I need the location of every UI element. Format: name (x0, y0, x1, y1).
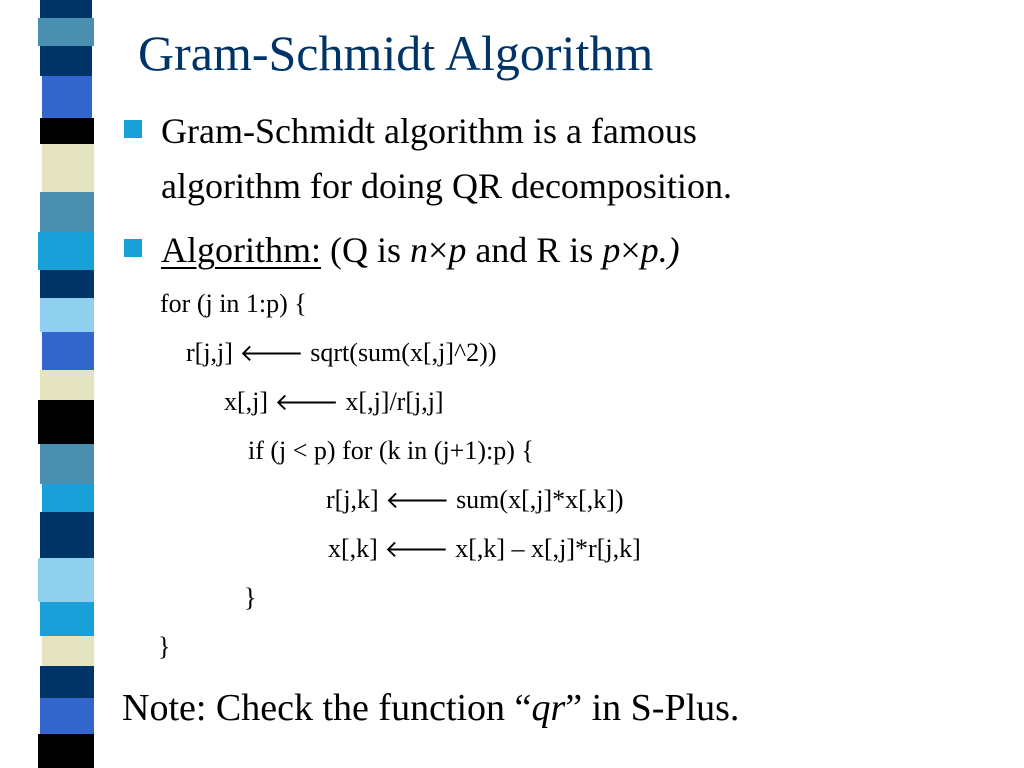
square-bullet-icon (124, 239, 142, 257)
code-line (328, 533, 641, 565)
stripe-band-segment (38, 558, 94, 602)
stripe-band-segment (42, 484, 94, 512)
stripe-band-segment (42, 76, 92, 118)
stripe-band-segment (38, 734, 94, 768)
code-line: if (j < p) for (k in (j+1):p) { (248, 436, 534, 465)
stripe-band-segment (40, 192, 94, 232)
var-p: p (602, 230, 621, 270)
stripe-band-segment (38, 232, 94, 270)
left-arrow-icon: 🡐 (239, 339, 304, 367)
stripe-band-segment (40, 698, 94, 734)
stripe-band-segment (40, 370, 94, 400)
stripe-band-segment (38, 400, 94, 444)
stripe-band-segment (38, 18, 94, 46)
bullet-line: algorithm for doing QR decomposition. (161, 166, 732, 206)
code-line (326, 484, 624, 516)
times-symbol: × (428, 230, 449, 270)
code-lhs: x[,j] (224, 387, 269, 416)
note-suffix: ” in S-Plus. (565, 687, 740, 729)
bullet-text (161, 104, 921, 214)
algorithm-label: Algorithm: (161, 230, 321, 270)
dimension-text: (Q is (330, 230, 401, 270)
code-line: for (j in 1:p) { (160, 289, 307, 318)
stripe-band-segment (40, 666, 94, 698)
bullet-line: Gram-Schmidt algorithm is a famous (161, 111, 697, 151)
decorative-stripe-band (34, 0, 114, 768)
code-line (224, 386, 444, 418)
bullet-text (161, 223, 921, 278)
code-line: } (158, 632, 171, 661)
code-lhs: r[j,k] (326, 485, 379, 514)
function-name: qr (531, 687, 566, 729)
stripe-band-segment (40, 0, 92, 18)
square-bullet-icon (124, 120, 142, 138)
code-line (186, 337, 497, 369)
stripe-band-segment (40, 444, 94, 484)
note-prefix: Note: Check the function “ (122, 687, 532, 729)
stripe-pattern (34, 0, 114, 768)
dimension-text: and R is (475, 230, 594, 270)
var-p: p (448, 230, 467, 270)
stripe-band-segment (42, 332, 94, 370)
code-rhs: sqrt(sum(x[,j]^2)) (310, 338, 497, 367)
stripe-band-segment (40, 270, 94, 298)
times-symbol: × (620, 230, 641, 270)
stripe-band-segment (42, 144, 94, 192)
stripe-band-segment (40, 602, 94, 636)
code-rhs: sum(x[,j]*x[,k]) (456, 485, 624, 514)
stripe-band-segment (40, 118, 94, 144)
stripe-band-segment (40, 512, 94, 558)
var-p: p.) (640, 230, 680, 270)
stripe-band-segment (40, 46, 92, 76)
code-rhs: x[,k] – x[,j]*r[j,k] (455, 534, 641, 563)
stripe-band-segment (40, 298, 94, 332)
code-line: } (244, 583, 257, 612)
slide-title: Gram-Schmidt Algorithm (138, 25, 654, 81)
code-lhs: x[,k] (328, 534, 378, 563)
left-arrow-icon: 🡐 (384, 535, 449, 563)
left-arrow-icon: 🡐 (385, 486, 450, 514)
code-rhs: x[,j]/r[j,j] (345, 387, 444, 416)
var-n: n (410, 230, 428, 270)
stripe-band-segment (42, 636, 94, 666)
code-lhs: r[j,j] (186, 338, 233, 367)
left-arrow-icon: 🡐 (274, 388, 339, 416)
note-text (122, 682, 739, 734)
